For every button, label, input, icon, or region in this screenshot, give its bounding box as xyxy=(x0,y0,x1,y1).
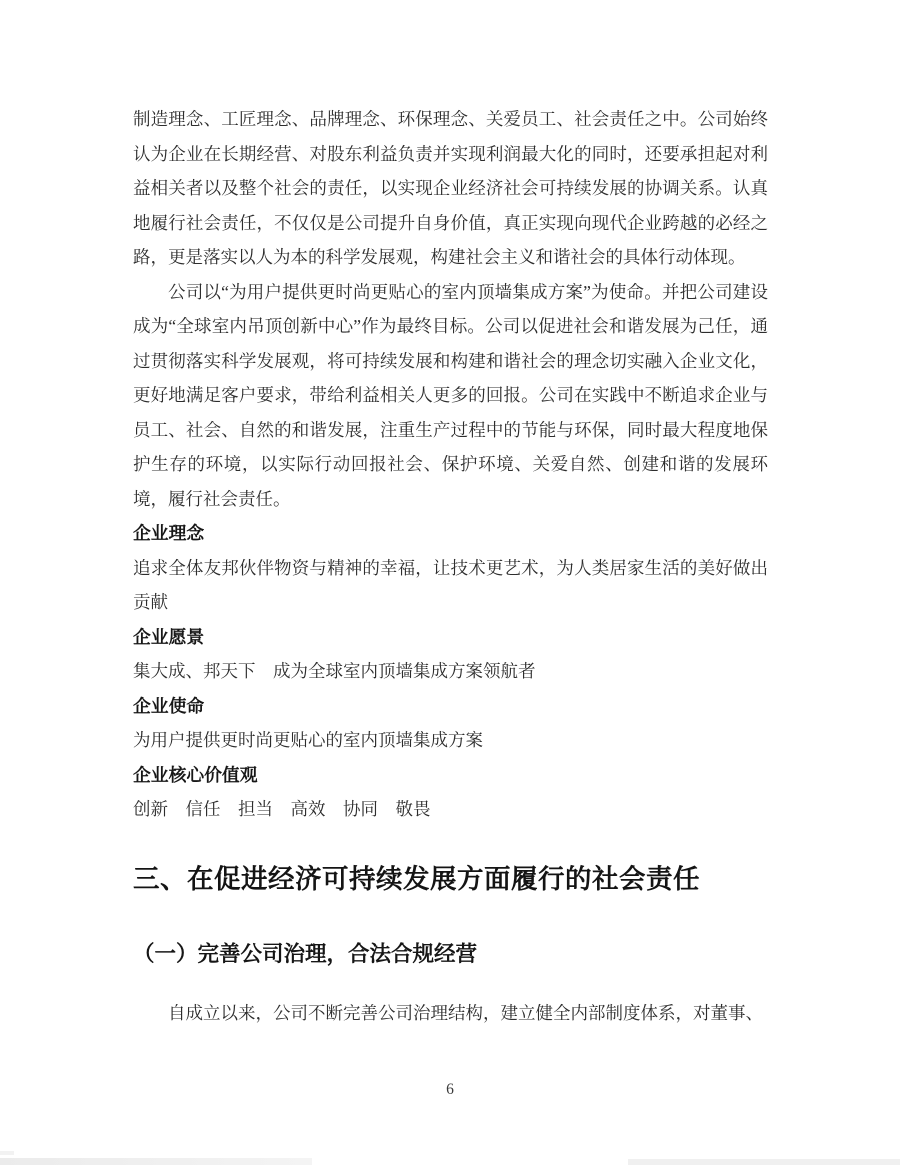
scan-artifact-bottom-right xyxy=(628,1159,900,1165)
value-block-mission xyxy=(133,689,768,758)
subsection-heading-governance: （一）完善公司治理，合法合规经营 xyxy=(133,941,478,966)
value-text-vision: 集大成、邦天下 成为全球室内顶墙集成方案领航者 xyxy=(133,661,536,681)
scan-artifact-speck xyxy=(0,1151,14,1155)
paragraph-governance-intro: 自成立以来，公司不断完善公司治理结构，建立健全内部制度体系，对董事、 xyxy=(168,1002,763,1023)
value-label-vision: 企业愿景 xyxy=(133,626,205,647)
value-block-philosophy xyxy=(133,516,768,620)
value-label-philosophy: 企业理念 xyxy=(133,523,205,543)
value-text-core-values: 创新 信任 担当 高效 协同 敬畏 xyxy=(133,799,431,819)
paragraph-responsibility-continuation: 制造理念、工匠理念、品牌理念、环保理念、关爱员工、社会责任之中。公司始终认为企业在长期经营、对股东利益负责并实现利润最大化的同时，还要承担起对利益相关者以及整个社会的责任，以实现企业经济社会可持续发展的协调关系。认真地履行社会责任，不仅仅是公司提升自身价值，真正实现向现代企业跨越的必经之路，更是落实以人为本的科学发展观，构建社会主义和谐社会的具体行动体现。 xyxy=(133,109,768,267)
scan-artifact-bottom-left xyxy=(0,1158,312,1165)
value-block-core-values xyxy=(133,758,768,827)
value-label-core-values: 企业核心价值观 xyxy=(133,764,258,785)
value-text-mission: 为用户提供更时尚更贴心的室内顶墙集成方案 xyxy=(133,730,483,750)
page-content xyxy=(133,102,768,1030)
page-number: 6 xyxy=(446,1081,454,1098)
value-text-philosophy: 追求全体友邦伙伴物资与精神的幸福，让技术更艺术，为人类居家生活的美好做出贡献 xyxy=(133,557,768,612)
value-block-vision xyxy=(133,620,768,689)
paragraph-company-mission: 公司以“为用户提供更时尚更贴心的室内顶墙集成方案”为使命。并把公司建设成为“全球室内吊顶创新中心”作为最终目标。公司以促进社会和谐发展为己任，通过贯彻落实科学发展观，将可持续发展和构建和谐社会的理念切实融入企业文化，更好地满足客户要求，带给利益相关人更多的回报。公司在实践中不断追求企业与员工、社会、自然的和谐发展，注重生产过程中的节能与环保，同时最大程度地保护生存的环境，以实际行动回报社会、保护环境、关爱自然、创建和谐的发展环境，履行社会责任。 xyxy=(133,281,768,509)
section-heading-economic-responsibility: 三、在促进经济可持续发展方面履行的社会责任 xyxy=(133,863,700,894)
value-label-mission: 企业使命 xyxy=(133,695,205,716)
